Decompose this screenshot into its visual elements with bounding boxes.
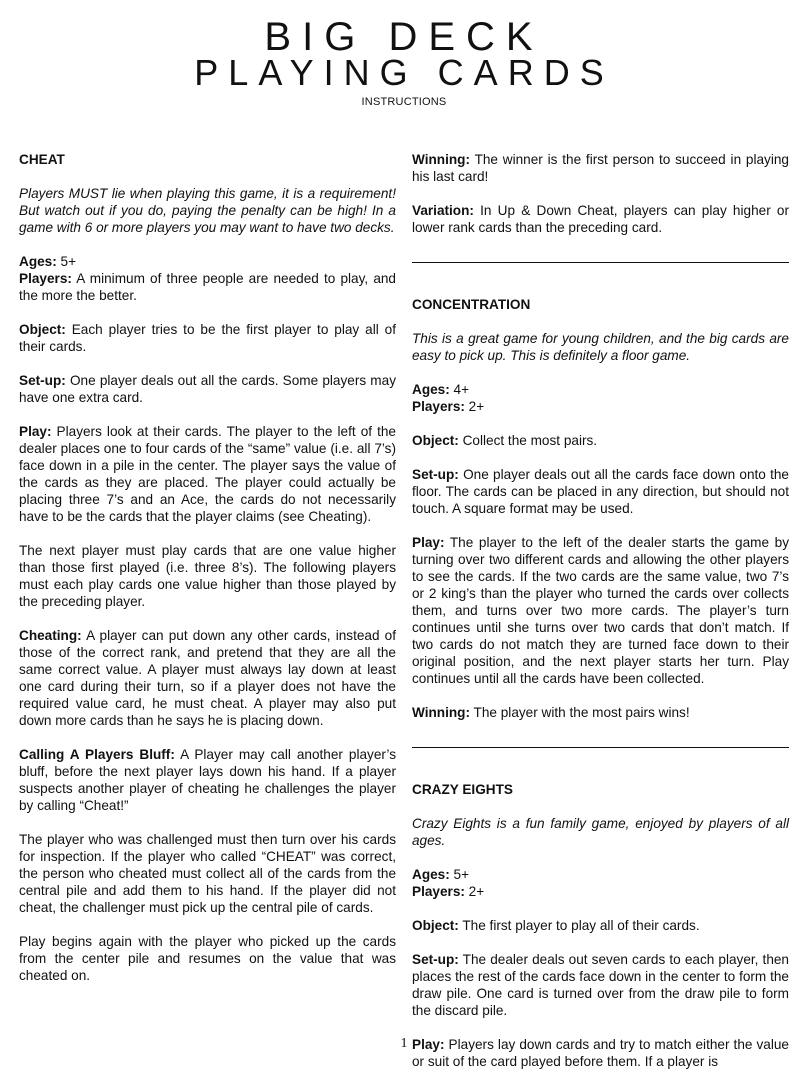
cheat-cheating-label: Cheating:	[19, 628, 82, 643]
cheat-setup-label: Set-up:	[19, 373, 66, 388]
concentration-ages	[412, 381, 789, 398]
concentration-object	[412, 432, 789, 449]
concentration-winning	[412, 704, 789, 721]
crazy-eights-players-value: 2+	[464, 884, 485, 899]
cheat-title: CHEAT	[19, 152, 65, 167]
crazy-eights-setup-text: The dealer deals out seven cards to each player, then places the rest of the cards face down in the center to form the draw pile. One card is turned over from the draw pile to form the discard pile.	[412, 952, 789, 1018]
cheat-play-text: Players look at their cards. The player to the left of the dealer places one to four cards of the “same” value (i.e. all 7’s) face down in a pile in the center. The player says the value of the cards as they are placed. The player could actually be placing three 7’s and an Ace, the cards do not necessarily have to be the cards that the player claims (see Cheating).	[19, 424, 396, 524]
crazy-eights-players	[412, 883, 789, 900]
concentration-ages-value: 4+	[449, 382, 470, 397]
cheat-bluff-label: Calling A Players Bluff:	[19, 747, 175, 762]
subtitle: INSTRUCTIONS	[361, 96, 447, 108]
concentration-object-text: Collect the most pairs.	[458, 433, 598, 448]
page-number: 1	[400, 1036, 408, 1051]
concentration-winning-label: Winning:	[412, 705, 471, 720]
cheat-bluff-text: A Player may call another player’s bluff, before the next player lays down his hand. If a player suspects another player of cheating he challenges the player by calling “Cheat!”	[19, 747, 396, 813]
crazy-eights-object-label: Object:	[412, 918, 459, 933]
concentration-ages-label: Ages:	[412, 382, 450, 397]
cheat-setup-text: One player deals out all the cards. Some players may have one extra card.	[19, 373, 396, 405]
right-column	[412, 151, 789, 1070]
concentration-players-value: 2+	[464, 399, 485, 414]
concentration-setup-text: One player deals out all the cards face down onto the floor. The cards can be placed in any direction, but should not touch. A square format may be used.	[412, 467, 789, 516]
cheat-variation-label: Variation:	[412, 203, 474, 218]
concentration-winning-text: The player with the most pairs wins!	[470, 705, 690, 720]
cheat-bluff	[19, 746, 396, 814]
crazy-eights-play-text: Players lay down cards and try to match either the value or suit of the card played before them. If a player is	[412, 1037, 789, 1069]
concentration-title: CONCENTRATION	[412, 297, 531, 312]
cheat-intro: Players MUST lie when playing this game, it is a requirement! But watch out if you do, paying the penalty can be high! In a game with 6 or more players you may want to have two decks.	[19, 186, 396, 235]
concentration-play-text: The player to the left of the dealer starts the game by turning over two different cards and allowing the other players to see the cards. If the two cards are the same value, two 7’s or 2 king’s than the player who turned the cards over collects them, and turns over two more cards. The player’s turn continues until she turns over two cards that don’t match. If two cards do not match they are turned face down to their original position, and the next player starts her turn. Play continues until all the cards have been collected.	[412, 535, 789, 686]
left-column	[19, 151, 396, 1001]
cheat-variation-text: In Up & Down Cheat, players can play higher or lower rank cards than the preceding card.	[412, 203, 789, 235]
crazy-eights-players-label: Players:	[412, 884, 465, 899]
cheat-ages	[19, 253, 396, 270]
crazy-eights-ages-value: 5+	[449, 867, 470, 882]
cheat-challenged: The player who was challenged must then turn over his cards for inspection. If the player who called “CHEAT” was correct, the person who cheated must collect all of the cards from the central pile and add them to his hand. If the player did not cheat, the challenger must pick up the central pile of cards.	[19, 832, 396, 915]
title-line-1: BIG DECK	[264, 15, 544, 59]
crazy-eights-intro: Crazy Eights is a fun family game, enjoyed by players of all ages.	[412, 816, 789, 848]
cheat-play	[19, 423, 396, 525]
section-divider	[412, 262, 789, 263]
cheat-variation	[412, 202, 789, 236]
concentration-players	[412, 398, 789, 415]
crazy-eights-title: CRAZY EIGHTS	[412, 782, 513, 797]
cheat-ages-value: 5+	[56, 254, 77, 269]
cheat-players-label: Players:	[19, 271, 72, 286]
cheat-winning	[412, 151, 789, 185]
cheat-object-label: Object:	[19, 322, 66, 337]
concentration-setup-label: Set-up:	[412, 467, 459, 482]
cheat-setup	[19, 372, 396, 406]
crazy-eights-object-text: The first player to play all of their cards.	[458, 918, 700, 933]
cheat-cheating	[19, 627, 396, 729]
title-line-2: PLAYING CARDS	[194, 52, 614, 93]
concentration-setup	[412, 466, 789, 517]
concentration-play	[412, 534, 789, 687]
crazy-eights-ages	[412, 866, 789, 883]
cheat-players-value: A minimum of three people are needed to play, and the more the better.	[19, 271, 396, 303]
cheat-winning-label: Winning:	[412, 152, 471, 167]
cheat-play-continued: The next player must play cards that are one value higher than those first played (i.e. three 8’s). The following players must each play cards one value higher than those played by the preceding player.	[19, 543, 396, 609]
cheat-object	[19, 321, 396, 355]
crazy-eights-setup-label: Set-up:	[412, 952, 459, 967]
concentration-play-label: Play:	[412, 535, 445, 550]
cheat-players	[19, 270, 396, 304]
crazy-eights-ages-label: Ages:	[412, 867, 450, 882]
cheat-cheating-text: A player can put down any other cards, instead of those of the correct rank, and pretend that they are all the same correct value. A player must always lay down at least one card during their turn, so if a player does not have the required value card, he must cheat. A player may also put down more cards than he says he is placing down.	[19, 628, 396, 728]
concentration-intro: This is a great game for young children, and the big cards are easy to pick up. This is definitely a floor game.	[412, 331, 789, 363]
crazy-eights-setup	[412, 951, 789, 1019]
cheat-winning-text: The winner is the first person to succeed in playing his last card!	[412, 152, 789, 184]
cheat-begins-again: Play begins again with the player who picked up the cards from the center pile and resumes on the value that was cheated on.	[19, 934, 396, 983]
crazy-eights-object	[412, 917, 789, 934]
section-divider	[412, 747, 789, 748]
concentration-object-label: Object:	[412, 433, 459, 448]
crazy-eights-play-label: Play:	[412, 1037, 445, 1052]
cheat-ages-label: Ages:	[19, 254, 57, 269]
concentration-players-label: Players:	[412, 399, 465, 414]
cheat-object-text: Each player tries to be the first player to play all of their cards.	[19, 322, 396, 354]
cheat-play-label: Play:	[19, 424, 52, 439]
